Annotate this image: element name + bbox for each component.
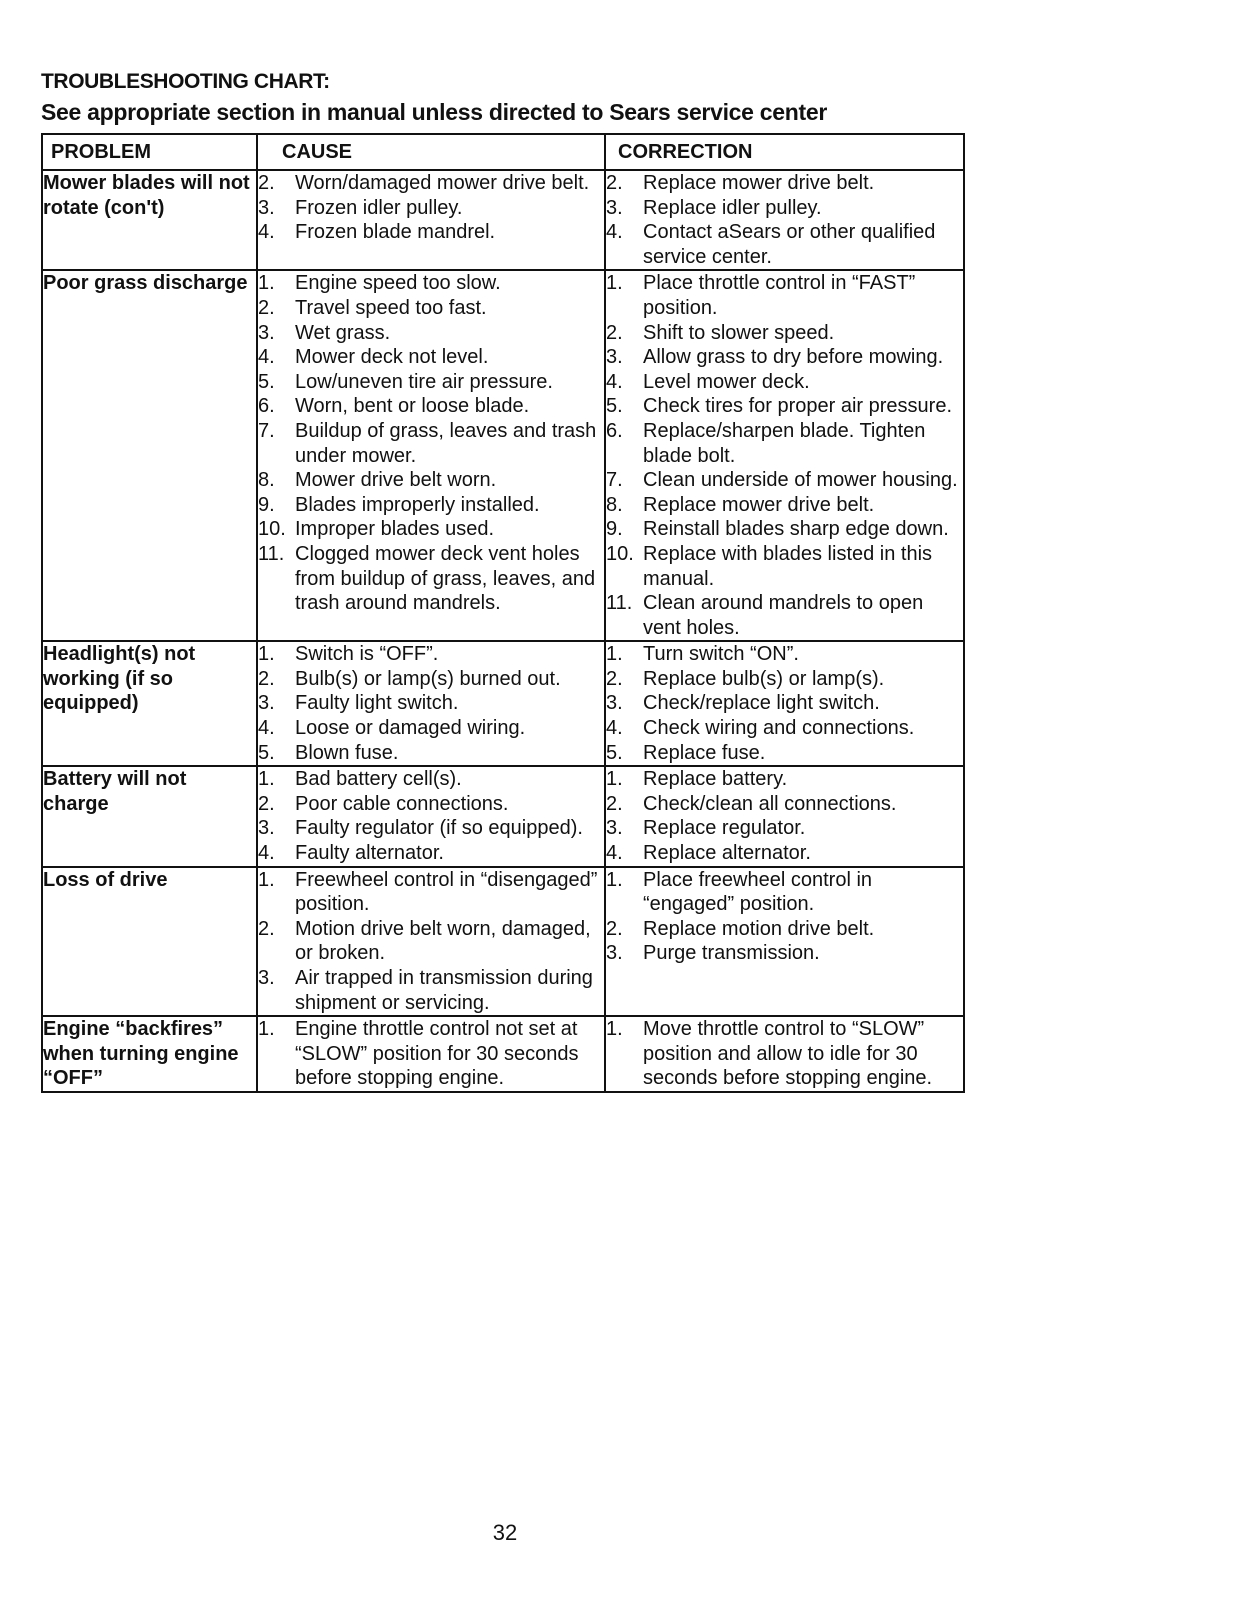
cause-cell <box>257 867 605 1017</box>
correction-item <box>606 841 963 866</box>
problem-cell: Battery will not charge <box>42 766 257 866</box>
cause-item-number: 6. <box>258 395 275 418</box>
correction-item-text: Shift to slower speed. <box>643 321 835 344</box>
cause-item-text: Bad battery cell(s). <box>295 768 462 791</box>
problem-cell: Mower blades will not rotate (con't) <box>42 170 257 270</box>
cause-item-text: Faulty regulator (if so equipped). <box>295 817 583 840</box>
correction-item <box>606 642 963 667</box>
troubleshooting-table <box>41 133 965 1093</box>
correction-item <box>606 941 963 966</box>
correction-item-text: Replace with blades listed in this manual. <box>643 542 933 590</box>
cause-item <box>258 468 604 493</box>
correction-item <box>606 542 963 591</box>
correction-cell <box>605 641 964 766</box>
correction-item-number: 3. <box>606 692 623 715</box>
cause-item-number: 1. <box>258 1018 275 1041</box>
cause-item-number: 3. <box>258 196 275 219</box>
cause-item-number: 8. <box>258 469 275 492</box>
cause-item <box>258 517 604 542</box>
cause-item <box>258 691 604 716</box>
correction-item-number: 7. <box>606 469 623 492</box>
cause-item <box>258 767 604 792</box>
correction-item-text: Replace mower drive belt. <box>643 172 875 194</box>
table-header-row <box>42 134 964 170</box>
cause-item-number: 2. <box>258 296 275 319</box>
cause-item <box>258 841 604 866</box>
cause-item-number: 4. <box>258 717 275 740</box>
cause-item-text: Freewheel control in “disengaged” position. <box>295 868 598 916</box>
correction-cell <box>605 170 964 270</box>
correction-cell <box>605 1016 964 1092</box>
correction-item-text: Replace/sharpen blade. Tighten blade bolt. <box>643 419 926 467</box>
cause-item <box>258 917 604 966</box>
correction-item-text: Replace battery. <box>643 768 788 791</box>
cause-item <box>258 966 604 1015</box>
cause-item-text: Bulb(s) or lamp(s) burned out. <box>295 667 561 690</box>
cause-item-number: 3. <box>258 692 275 715</box>
column-header-cause: CAUSE <box>257 134 605 170</box>
cause-item-number: 1. <box>258 768 275 791</box>
cause-item <box>258 271 604 296</box>
correction-item-number: 4. <box>606 842 623 865</box>
cause-item-text: Blown fuse. <box>295 741 399 764</box>
correction-item-text: Replace alternator. <box>643 842 811 865</box>
cause-item-number: 1. <box>258 272 275 295</box>
correction-item-number: 3. <box>606 817 623 840</box>
cause-item-text: Mower deck not level. <box>295 346 489 369</box>
correction-item-text: Replace fuse. <box>643 741 766 764</box>
cause-item-number: 2. <box>258 667 275 690</box>
cause-item-text: Faulty alternator. <box>295 842 444 865</box>
problem-cell: Poor grass discharge <box>42 270 257 641</box>
correction-item-text: Replace regulator. <box>643 817 806 840</box>
correction-item-number: 4. <box>606 717 623 740</box>
cause-item-text: Frozen blade mandrel. <box>295 221 496 244</box>
correction-item-number: 2. <box>606 667 623 690</box>
cause-item-text: Blades improperly installed. <box>295 493 540 516</box>
cause-item-text: Worn, bent or loose blade. <box>295 395 530 418</box>
cause-item-number: 11. <box>258 542 285 565</box>
cause-item <box>258 419 604 468</box>
correction-item-text: Clean underside of mower housing. <box>643 469 958 492</box>
correction-item <box>606 591 963 640</box>
table-row <box>42 641 964 766</box>
correction-item <box>606 468 963 493</box>
cause-item <box>258 1017 604 1091</box>
correction-item-text: Move throttle control to “SLOW” position and allow to idle for 30 seconds before stopping engine. <box>643 1018 933 1090</box>
correction-item <box>606 321 963 346</box>
cause-cell <box>257 766 605 866</box>
correction-item <box>606 767 963 792</box>
cause-item-number: 4. <box>258 346 275 369</box>
cause-item <box>258 171 604 196</box>
cause-cell <box>257 1016 605 1092</box>
cause-item-number: 2. <box>258 792 275 815</box>
cause-item-text: Worn/damaged mower drive belt. <box>295 172 590 194</box>
cause-item-number: 1. <box>258 868 275 891</box>
correction-item-number: 2. <box>606 321 623 344</box>
correction-item <box>606 220 963 269</box>
cause-item-number: 5. <box>258 370 275 393</box>
correction-item-number: 9. <box>606 518 623 541</box>
correction-item-number: 2. <box>606 172 623 194</box>
cause-item-number: 3. <box>258 817 275 840</box>
correction-item-text: Replace idler pulley. <box>643 196 822 219</box>
correction-item <box>606 667 963 692</box>
table-row <box>42 270 964 641</box>
correction-item-number: 1. <box>606 272 623 295</box>
cause-cell <box>257 641 605 766</box>
cause-item-text: Engine speed too slow. <box>295 272 501 295</box>
cause-item-number: 1. <box>258 643 275 666</box>
table-row <box>42 766 964 866</box>
column-header-correction: CORRECTION <box>605 134 964 170</box>
correction-item-text: Allow grass to dry before mowing. <box>643 346 944 369</box>
cause-cell <box>257 270 605 641</box>
correction-cell <box>605 766 964 866</box>
correction-item <box>606 394 963 419</box>
correction-item-text: Level mower deck. <box>643 370 810 393</box>
correction-item-number: 1. <box>606 768 623 791</box>
correction-item-text: Replace mower drive belt. <box>643 493 875 516</box>
correction-item-text: Check wiring and connections. <box>643 717 915 740</box>
correction-item-text: Check/replace light switch. <box>643 692 880 715</box>
cause-item-text: Low/uneven tire air pressure. <box>295 370 553 393</box>
cause-item-text: Buildup of grass, leaves and trash under mower. <box>295 419 597 467</box>
correction-item-number: 5. <box>606 395 623 418</box>
correction-item <box>606 691 963 716</box>
correction-item-number: 1. <box>606 1018 623 1041</box>
cause-item-number: 2. <box>258 917 275 940</box>
correction-item-number: 3. <box>606 346 623 369</box>
problem-cell: Headlight(s) not working (if so equipped) <box>42 641 257 766</box>
correction-item-text: Clean around mandrels to open vent holes. <box>643 592 924 639</box>
cause-item <box>258 493 604 518</box>
cause-item <box>258 370 604 395</box>
cause-item <box>258 868 604 917</box>
correction-item-number: 4. <box>606 370 623 393</box>
correction-item <box>606 741 963 766</box>
cause-item <box>258 220 604 245</box>
cause-item <box>258 667 604 692</box>
cause-item-number: 7. <box>258 419 275 442</box>
correction-item-number: 4. <box>606 221 623 244</box>
cause-item-text: Faulty light switch. <box>295 692 459 715</box>
correction-item <box>606 171 963 196</box>
cause-item-number: 3. <box>258 967 275 989</box>
cause-item <box>258 394 604 419</box>
cause-item-text: Mower drive belt worn. <box>295 469 497 492</box>
correction-item-number: 1. <box>606 643 623 666</box>
correction-item-text: Contact aSears or other qualified service center. <box>643 221 936 268</box>
cause-item-number: 9. <box>258 493 275 516</box>
column-header-problem: PROBLEM <box>42 134 257 170</box>
cause-item-number: 4. <box>258 842 275 865</box>
correction-item-text: Replace bulb(s) or lamp(s). <box>643 667 885 690</box>
correction-item <box>606 792 963 817</box>
cause-item <box>258 792 604 817</box>
correction-item <box>606 271 963 320</box>
correction-item-text: Purge transmission. <box>643 942 820 965</box>
correction-item-number: 2. <box>606 792 623 815</box>
cause-item-number: 4. <box>258 221 275 244</box>
table-row <box>42 867 964 1017</box>
correction-item-number: 10. <box>606 542 634 565</box>
cause-item-text: Air trapped in transmission during shipment or servicing. <box>295 967 593 1014</box>
cause-item-number: 2. <box>258 172 275 194</box>
correction-item-text: Replace motion drive belt. <box>643 917 875 940</box>
correction-item-text: Check/clean all connections. <box>643 792 897 815</box>
correction-item <box>606 816 963 841</box>
cause-item-text: Clogged mower deck vent holes from buildup of grass, leaves, and trash around mandrels. <box>295 542 596 615</box>
cause-item-text: Improper blades used. <box>295 518 495 541</box>
page-number: 32 <box>492 1520 518 1545</box>
correction-item-number: 3. <box>606 942 623 965</box>
cause-item-number: 5. <box>258 741 275 764</box>
chart-subtitle: See appropriate section in manual unless directed to Sears service center <box>41 99 827 125</box>
correction-item-text: Place freewheel control in “engaged” position. <box>643 868 873 916</box>
cause-item <box>258 542 604 616</box>
cause-item-text: Loose or damaged wiring. <box>295 717 526 740</box>
problem-cell: Loss of drive <box>42 867 257 1017</box>
correction-cell <box>605 867 964 1017</box>
table-row <box>42 1016 964 1092</box>
cause-item <box>258 345 604 370</box>
cause-item-text: Wet grass. <box>295 321 391 344</box>
cause-item-text: Engine throttle control not set at “SLOW” position for 30 seconds before stopping engine. <box>295 1018 579 1090</box>
correction-item <box>606 419 963 468</box>
correction-item-number: 8. <box>606 493 623 516</box>
cause-item-text: Poor cable connections. <box>295 792 509 815</box>
problem-cell: Engine “backfires” when turning engine “OFF” <box>42 1016 257 1092</box>
correction-item-text: Check tires for proper air pressure. <box>643 395 953 418</box>
correction-item-number: 11. <box>606 592 633 615</box>
correction-item <box>606 868 963 917</box>
chart-title: TROUBLESHOOTING CHART: <box>41 70 330 93</box>
correction-item <box>606 196 963 221</box>
correction-item-text: Reinstall blades sharp edge down. <box>643 518 949 541</box>
cause-item-number: 10. <box>258 518 286 541</box>
cause-item-text: Motion drive belt worn, damaged, or broken. <box>295 917 591 965</box>
cause-item-text: Frozen idler pulley. <box>295 196 463 219</box>
cause-item <box>258 816 604 841</box>
cause-item <box>258 196 604 221</box>
cause-item-text: Travel speed too fast. <box>295 296 487 319</box>
correction-item-number: 3. <box>606 196 623 219</box>
table-row <box>42 170 964 270</box>
correction-cell <box>605 270 964 641</box>
correction-item <box>606 345 963 370</box>
correction-item-number: 2. <box>606 917 623 940</box>
correction-item <box>606 370 963 395</box>
correction-item <box>606 493 963 518</box>
correction-item <box>606 517 963 542</box>
cause-item <box>258 321 604 346</box>
cause-item <box>258 741 604 766</box>
table-body <box>42 170 964 1092</box>
correction-item <box>606 716 963 741</box>
correction-item-number: 1. <box>606 868 623 891</box>
cause-item-number: 3. <box>258 321 275 344</box>
cause-cell <box>257 170 605 270</box>
correction-item-number: 5. <box>606 741 623 764</box>
correction-item-text: Turn switch “ON”. <box>643 643 799 666</box>
correction-item-text: Place throttle control in “FAST” position. <box>643 272 916 319</box>
cause-item <box>258 296 604 321</box>
correction-item-number: 6. <box>606 419 623 442</box>
cause-item <box>258 716 604 741</box>
cause-item <box>258 642 604 667</box>
cause-item-text: Switch is “OFF”. <box>295 643 439 666</box>
correction-item <box>606 1017 963 1091</box>
correction-item <box>606 917 963 942</box>
